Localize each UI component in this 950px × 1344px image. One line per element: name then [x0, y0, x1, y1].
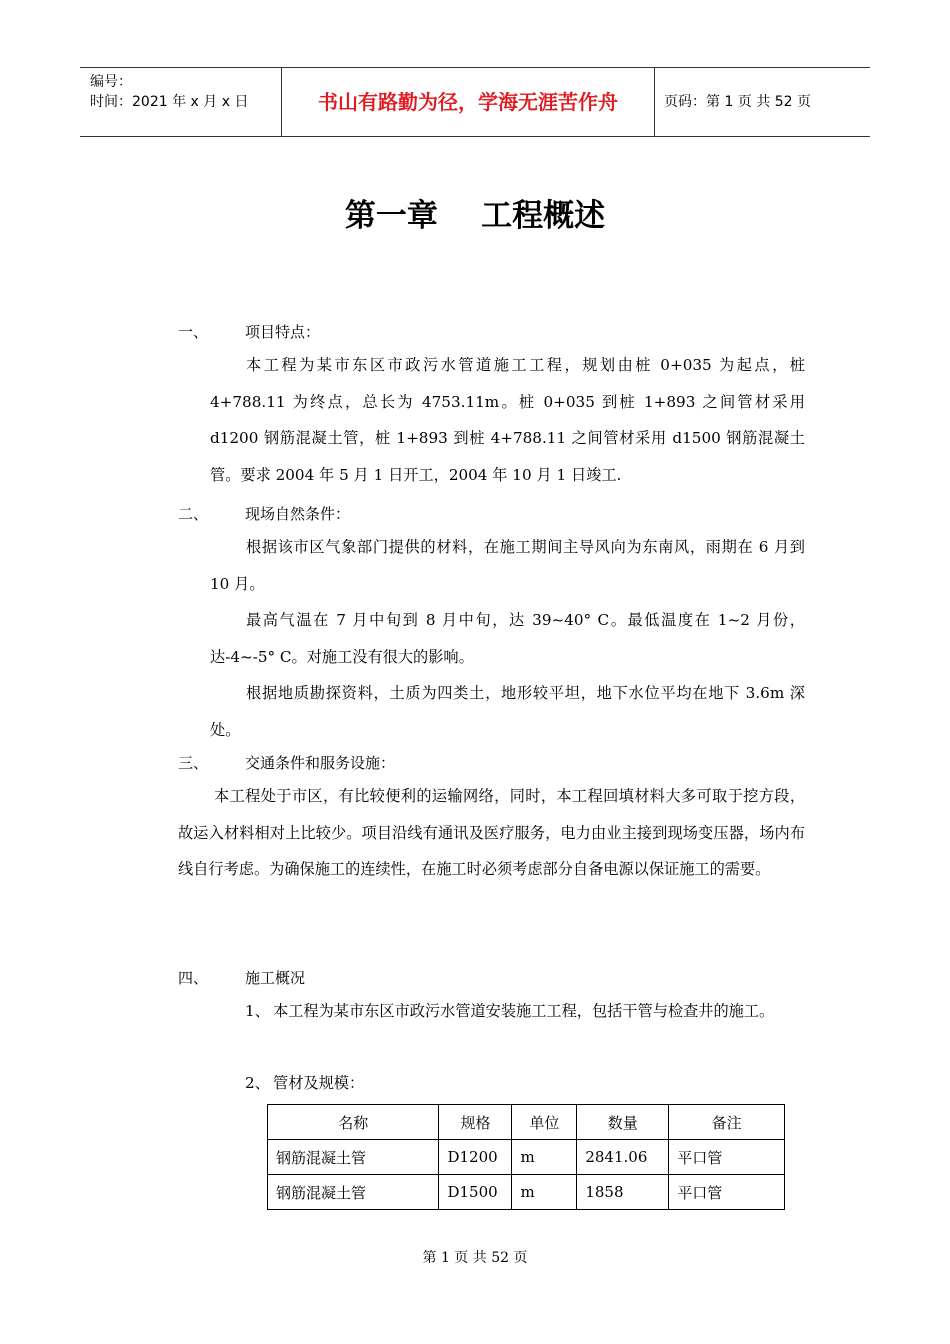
- code-label: 编号：: [90, 74, 132, 90]
- item-text: 管材及规模：: [273, 1074, 365, 1092]
- pipe-table: [267, 1104, 785, 1210]
- table-cell: m: [512, 1175, 577, 1210]
- section-label: 交通条件和服务设施：: [245, 754, 396, 772]
- table-header-row: [268, 1105, 785, 1140]
- section-4-item-2: [245, 1065, 805, 1102]
- item-number: 1、: [245, 1002, 270, 1020]
- table-cell: 钢筋混凝土管: [268, 1140, 439, 1175]
- time-label: 时间：2021 年 x 月 x 日: [90, 94, 249, 110]
- table-cell: 1858: [577, 1175, 669, 1210]
- table-header-cell: 规格: [439, 1105, 512, 1140]
- table-header-cell: 名称: [268, 1105, 439, 1140]
- section-number: 一、: [178, 323, 209, 341]
- table-cell: D1200: [439, 1140, 512, 1175]
- section-2-paragraph-3: 根据地质勘探资料，土质为四类土，地形较平坦，地下水位平均在地下 3.6m 深处。: [210, 684, 805, 739]
- table-cell: 平口管: [669, 1175, 785, 1210]
- section-number: 二、: [178, 505, 209, 523]
- item-text: 本工程为某市东区市政污水管道安装施工工程，包括干管与检查井的施工。: [273, 1002, 775, 1020]
- table-header-cell: 数量: [577, 1105, 669, 1140]
- table-row: [268, 1140, 785, 1175]
- section-2-paragraph-2: 最高气温在 7 月中旬到 8 月中旬，达 39~40° C。最低温度在 1~2 月份，达-4~-5° C。对施工没有很大的影响。: [210, 611, 805, 666]
- page-footer: 第 1 页 共 52 页: [422, 1250, 528, 1266]
- table-cell: D1500: [439, 1175, 512, 1210]
- section-4-item-1: [245, 993, 805, 1030]
- section-3-paragraph: 本工程处于市区，有比较便利的运输网络，同时，本工程回填材料大多可取于挖方段，故运入材料相对上比较少。项目沿线有通讯及医疗服务，电力由业主接到现场变压器，场内布线自行考虑。为确保施工的连续性，在施工时必须考虑部分自备电源以保证施工的需要。: [178, 787, 805, 878]
- table-cell: 2841.06: [577, 1140, 669, 1175]
- table-header-cell: 备注: [669, 1105, 785, 1140]
- header-motto: 书山有路勤为径，学海无涯苦作舟: [281, 68, 655, 136]
- table-cell: 平口管: [669, 1140, 785, 1175]
- item-number: 2、: [245, 1074, 270, 1092]
- section-1-paragraph: 本工程为某市东区市政污水管道施工工程，规划由桩 0+035 为起点，桩 4+788.11 为终点，总长为 4753.11m。桩 0+035 到桩 1+893 之间管材采用 d1200 钢筋混凝土管，桩 1+893 到桩 4+788.11 之间管材采用 d1500 钢筋混凝土管。要求 2004 年 5 月 1 日开工，2004 年 10 月 1 日竣工.: [210, 356, 805, 484]
- table-cell: m: [512, 1140, 577, 1175]
- section-2-paragraph-1: 根据该市区气象部门提供的材料，在施工期间主导风向为东南风，雨期在 6 月到 10 月。: [210, 538, 805, 593]
- section-label: 施工概况: [245, 969, 306, 987]
- header-left: [80, 68, 280, 136]
- chapter-title: 第一章 工程概述: [344, 198, 606, 234]
- table-row: [268, 1175, 785, 1210]
- header-page-info: 页码：第 1 页 共 52 页: [664, 94, 811, 110]
- page-header: [80, 67, 870, 137]
- table-cell: 钢筋混凝土管: [268, 1175, 439, 1210]
- section-number: 三、: [178, 754, 209, 772]
- section-label: 项目特点：: [245, 323, 321, 341]
- table-header-cell: 单位: [512, 1105, 577, 1140]
- section-number: 四、: [178, 969, 209, 987]
- section-label: 现场自然条件：: [245, 505, 351, 523]
